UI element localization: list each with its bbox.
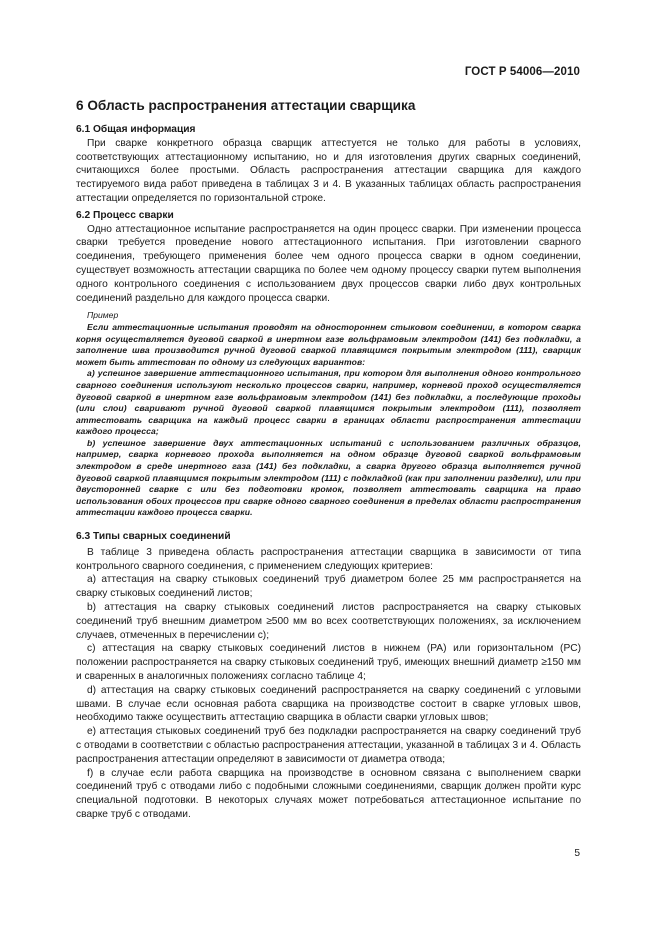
example-block <box>76 310 581 519</box>
section-title: 6 Область распространения аттестации сварщика <box>76 98 416 113</box>
subsection-title-6-2: 6.2 Процесс сварки <box>76 209 174 221</box>
paragraph-6-1: При сварке конкретного образца сварщик аттестуется не только для работы в условиях, соответствующих аттестационному испытанию, но и для изготовления других сварных соединений, считающихся более простыми. Область распространения аттестации сварщика для каждого тестируемого вида работ приведена в таблицах 3 и 4. В указанных таблицах область распространения аттестации определяется по горизонтальной строке. <box>76 137 581 204</box>
example-intro: Если аттестационные испытания проводят на одностороннем стыковом соединении, в котором сварка корня осуществляется дуговой сваркой в инертном газе вольфрамовым электродом (141) без подкладки, а заполнение шва производится ручной дуговой сваркой плавящимся покрытым электродом (111), сварщик может быть аттестован по одному из следующих вариантов: <box>76 321 581 367</box>
paragraph-6-3-intro: В таблице 3 приведена область распространения аттестации сварщика в зависимости от типа контрольного сварного соединения, с применением следующих критериев: <box>76 546 581 572</box>
list-item-a: a) аттестация на сварку стыковых соединений труб диаметром более 25 мм распространяется на сварку стыковых соединений листов; <box>76 574 581 600</box>
paragraph-6-2: Одно аттестационное испытание распространяется на один процесс сварки. При изменении процесса сварки требуется проведение нового аттестационного испытания. При изготовлении сварного соединения, требующего применения более чем одного процесса сварки в одном соединении, существует возможность аттестации сварщика по более чем одному процессу сварки путем выполнения одного контрольного соединения с использованием двух процессов сварки либо двух контрольных соединений раздельно для каждого процесса сварки. <box>76 223 581 304</box>
list-item-b: b) аттестация на сварку стыковых соединений листов распространяется на сварку стыковых соединений труб внешним диаметром ≥500 мм во всех соответствующих положениях, за исключением случаев, отмеченных в перечислении c); <box>76 602 581 641</box>
example-item-b: b) успешное завершение двух аттестационных испытаний с использованием различных образцов, например, сварка корневого прохода выполняется на одном образце дуговой сваркой вольфрамовым электродом в среде инертного газа (141) без подкладки, а сварка другого образца выполняется ручной дуговой сваркой плавящимся покрытым электродом (111) с подкладкой (как при заполнении разделки), или при двусторонней сварке с или без подготовки кромок, позволяет аттестовать сварщика на право использования обоих процессов при сварке одного сварного соединения в пределах области распространения аттестации каждого процесса сварки. <box>76 437 581 518</box>
list-item-d: d) аттестация на сварку стыковых соединений распространяется на сварку соединений с угловыми швами. В случае если основная работа сварщика на производстве состоит в сварке угловых швов, необходимо также осуществить аттестацию сварщика в области сварки угловых швов; <box>76 684 581 724</box>
page-number: 5 <box>574 848 580 859</box>
list-item-e: e) аттестация стыковых соединений труб без подкладки распространяется на сварку соединений труб с отводами в соответствии с областью распространения аттестации, указанной в таблицах 3 и 4. Область распространения аттестации определяют в зависимости от диаметра отвода; <box>76 726 581 765</box>
document-header: ГОСТ Р 54006—2010 <box>464 66 580 78</box>
list-item-f: f) в случае если работа сварщика на производстве в основном связана с выполнением сварки соединений труб с отводами либо с подобными сложными соединениями, сварщик должен пройти курс специальной подготовки. В некоторых случаях может потребоваться аттестационное испытание по сварке труб с отводами. <box>76 767 581 820</box>
example-item-a: a) успешное завершение аттестационного испытания, при котором для выполнения одного контрольного сварного соединения используют несколько процессов сварки, например, корневой проход осуществляется дуговой сваркой в инертном газе вольфрамовым электродом (141) без подкладки, а последующие проходы (или слои) сваривают ручной дуговой сваркой плавящимся покрытым электродом (111), позволяет аттестовать сварщика на каждый процесс сварки в границах области распространения аттестации каждого процесса; <box>76 368 581 437</box>
list-item-c: c) аттестация на сварку стыковых соединений листов в нижнем (PA) или горизонтальном (PC) положении распространяется на сварку стыковых соединений труб, имеющих внешний диаметр ≥150 мм и сваренных в аналогичных положениях согласно таблице 4; <box>76 643 581 683</box>
subsection-title-6-1: 6.1 Общая информация <box>76 124 196 135</box>
subsection-title-6-3: 6.3 Типы сварных соединений <box>76 531 231 543</box>
page-content <box>76 97 581 822</box>
example-label: Пример <box>87 310 119 321</box>
